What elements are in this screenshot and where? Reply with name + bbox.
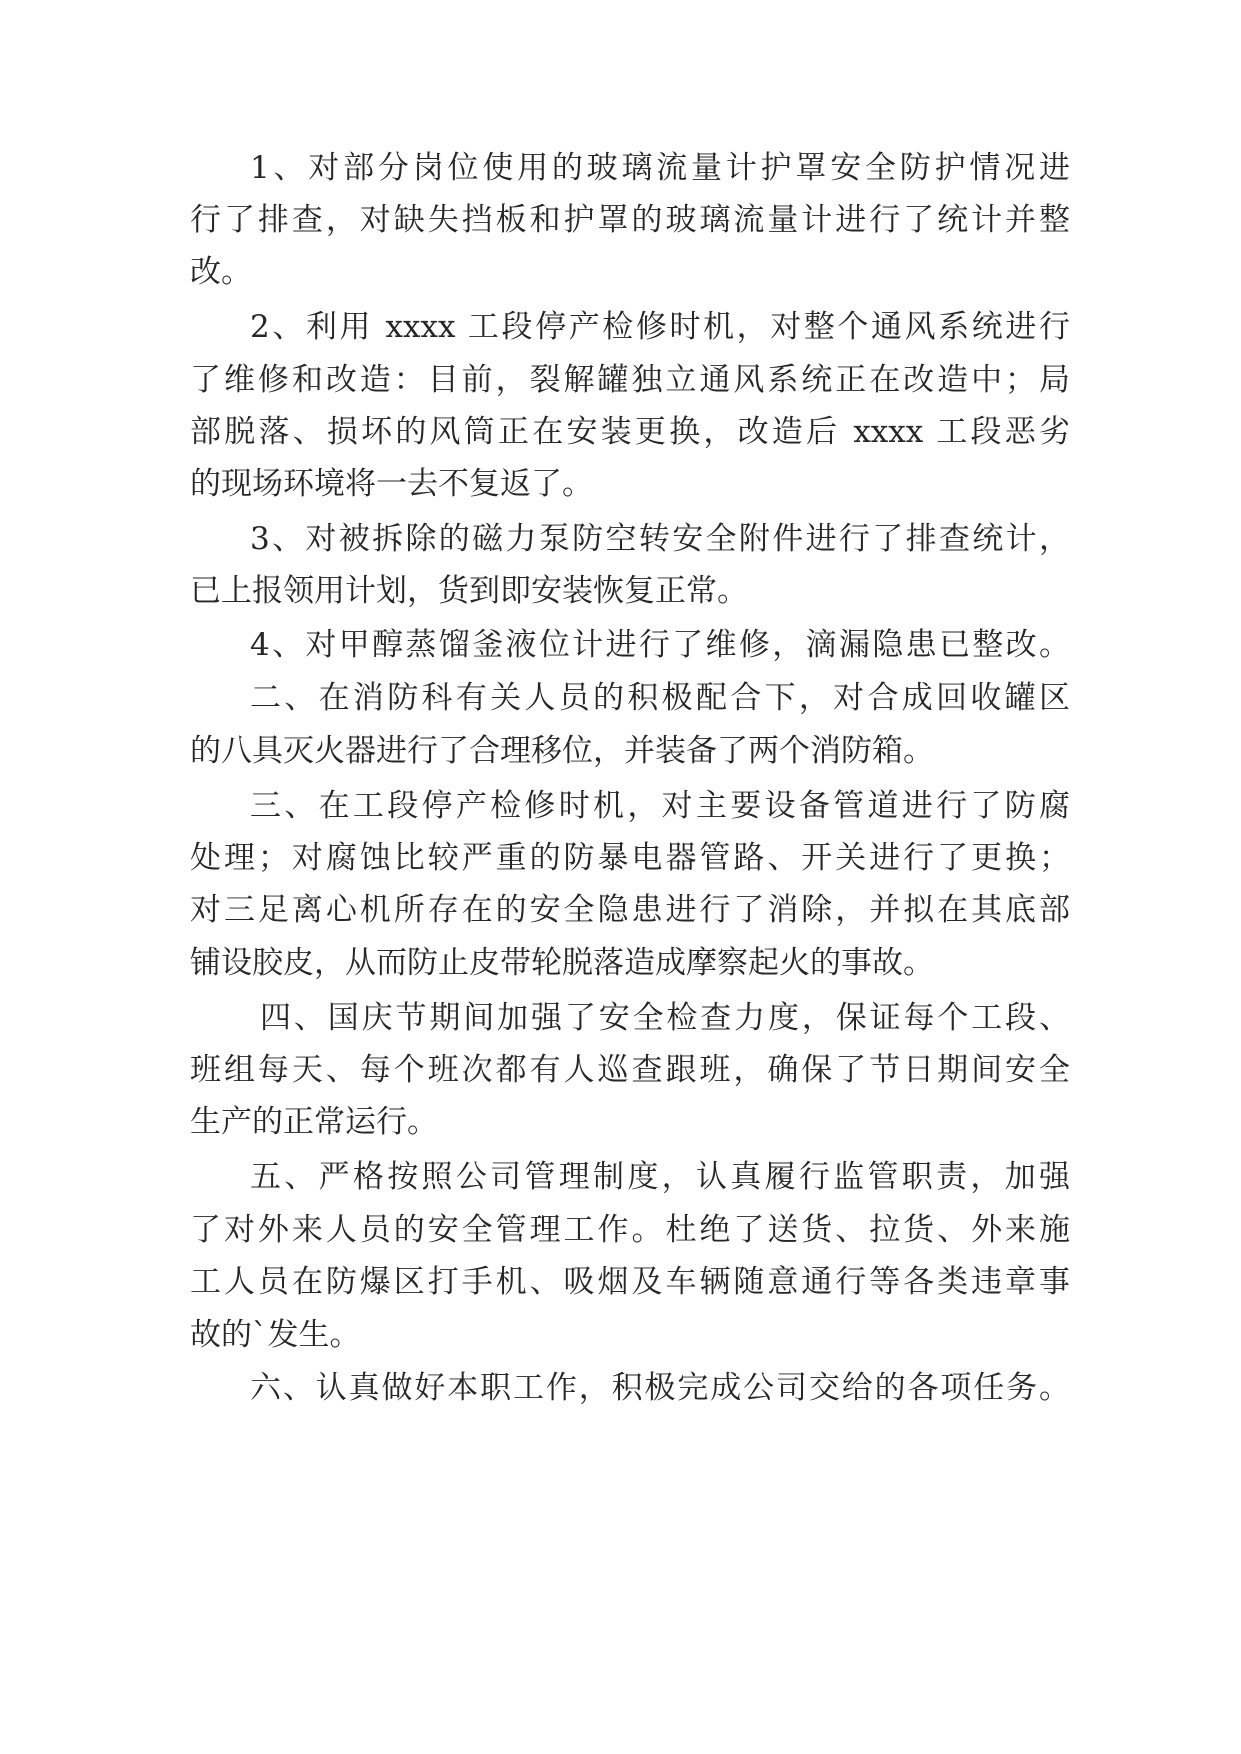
paragraph-line: 五、严格按照公司管理制度，认真履行监管职责，加强 bbox=[250, 1159, 1070, 1195]
paragraph-line: 4、对甲醇蒸馏釜液位计进行了维修，滴漏隐患已整改。 bbox=[250, 627, 1070, 663]
paragraph-line: 的现场环境将一去不复返了。 bbox=[190, 466, 593, 502]
paragraph-line: 的八具灭火器进行了合理移位，并装备了两个消防箱。 bbox=[190, 733, 934, 769]
paragraph-line: 改。 bbox=[190, 254, 252, 290]
paragraph-line: 六、认真做好本职工作，积极完成公司交给的各项任务。 bbox=[250, 1370, 1070, 1406]
paragraph-line: 对三足离心机所存在的安全隐患进行了消除，并拟在其底部 bbox=[190, 892, 1070, 928]
paragraph-line: 故的`发生。 bbox=[190, 1317, 361, 1353]
paragraph-line: 处理；对腐蚀比较严重的防暴电器管路、开关进行了更换； bbox=[190, 840, 1070, 876]
paragraph-line: 二、在消防科有关人员的积极配合下，对合成回收罐区 bbox=[250, 680, 1070, 716]
paragraph-line: 部脱落、损坏的风筒正在安装更换，改造后 xxxx 工段恶劣 bbox=[190, 414, 1070, 450]
paragraph-line: 四、国庆节期间加强了安全检查力度，保证每个工段、 bbox=[260, 1000, 1070, 1036]
paragraph-line: 了维修和改造：目前，裂解罐独立通风系统正在改造中；局 bbox=[190, 362, 1070, 398]
paragraph-line: 班组每天、每个班次都有人巡查跟班，确保了节日期间安全 bbox=[190, 1052, 1070, 1088]
paragraph-line: 1、对部分岗位使用的玻璃流量计护罩安全防护情况进 bbox=[250, 150, 1070, 186]
paragraph-line: 铺设胶皮，从而防止皮带轮脱落造成摩察起火的事故。 bbox=[190, 945, 934, 981]
paragraph-line: 生产的正常运行。 bbox=[190, 1104, 438, 1140]
paragraph-line: 工人员在防爆区打手机、吸烟及车辆随意通行等各类违章事 bbox=[190, 1264, 1070, 1300]
paragraph-line: 3、对被拆除的磁力泵防空转安全附件进行了排查统计， bbox=[250, 521, 1070, 557]
paragraph-line: 已上报领用计划，货到即安装恢复正常。 bbox=[190, 573, 748, 609]
paragraph-line: 2、利用 xxxx 工段停产检修时机，对整个通风系统进行 bbox=[250, 309, 1070, 345]
paragraph-line: 了对外来人员的安全管理工作。杜绝了送货、拉货、外来施 bbox=[190, 1212, 1070, 1248]
paragraph-line: 三、在工段停产检修时机，对主要设备管道进行了防腐 bbox=[250, 788, 1070, 824]
paragraph-line: 行了排查，对缺失挡板和护罩的玻璃流量计进行了统计并整 bbox=[190, 202, 1070, 238]
